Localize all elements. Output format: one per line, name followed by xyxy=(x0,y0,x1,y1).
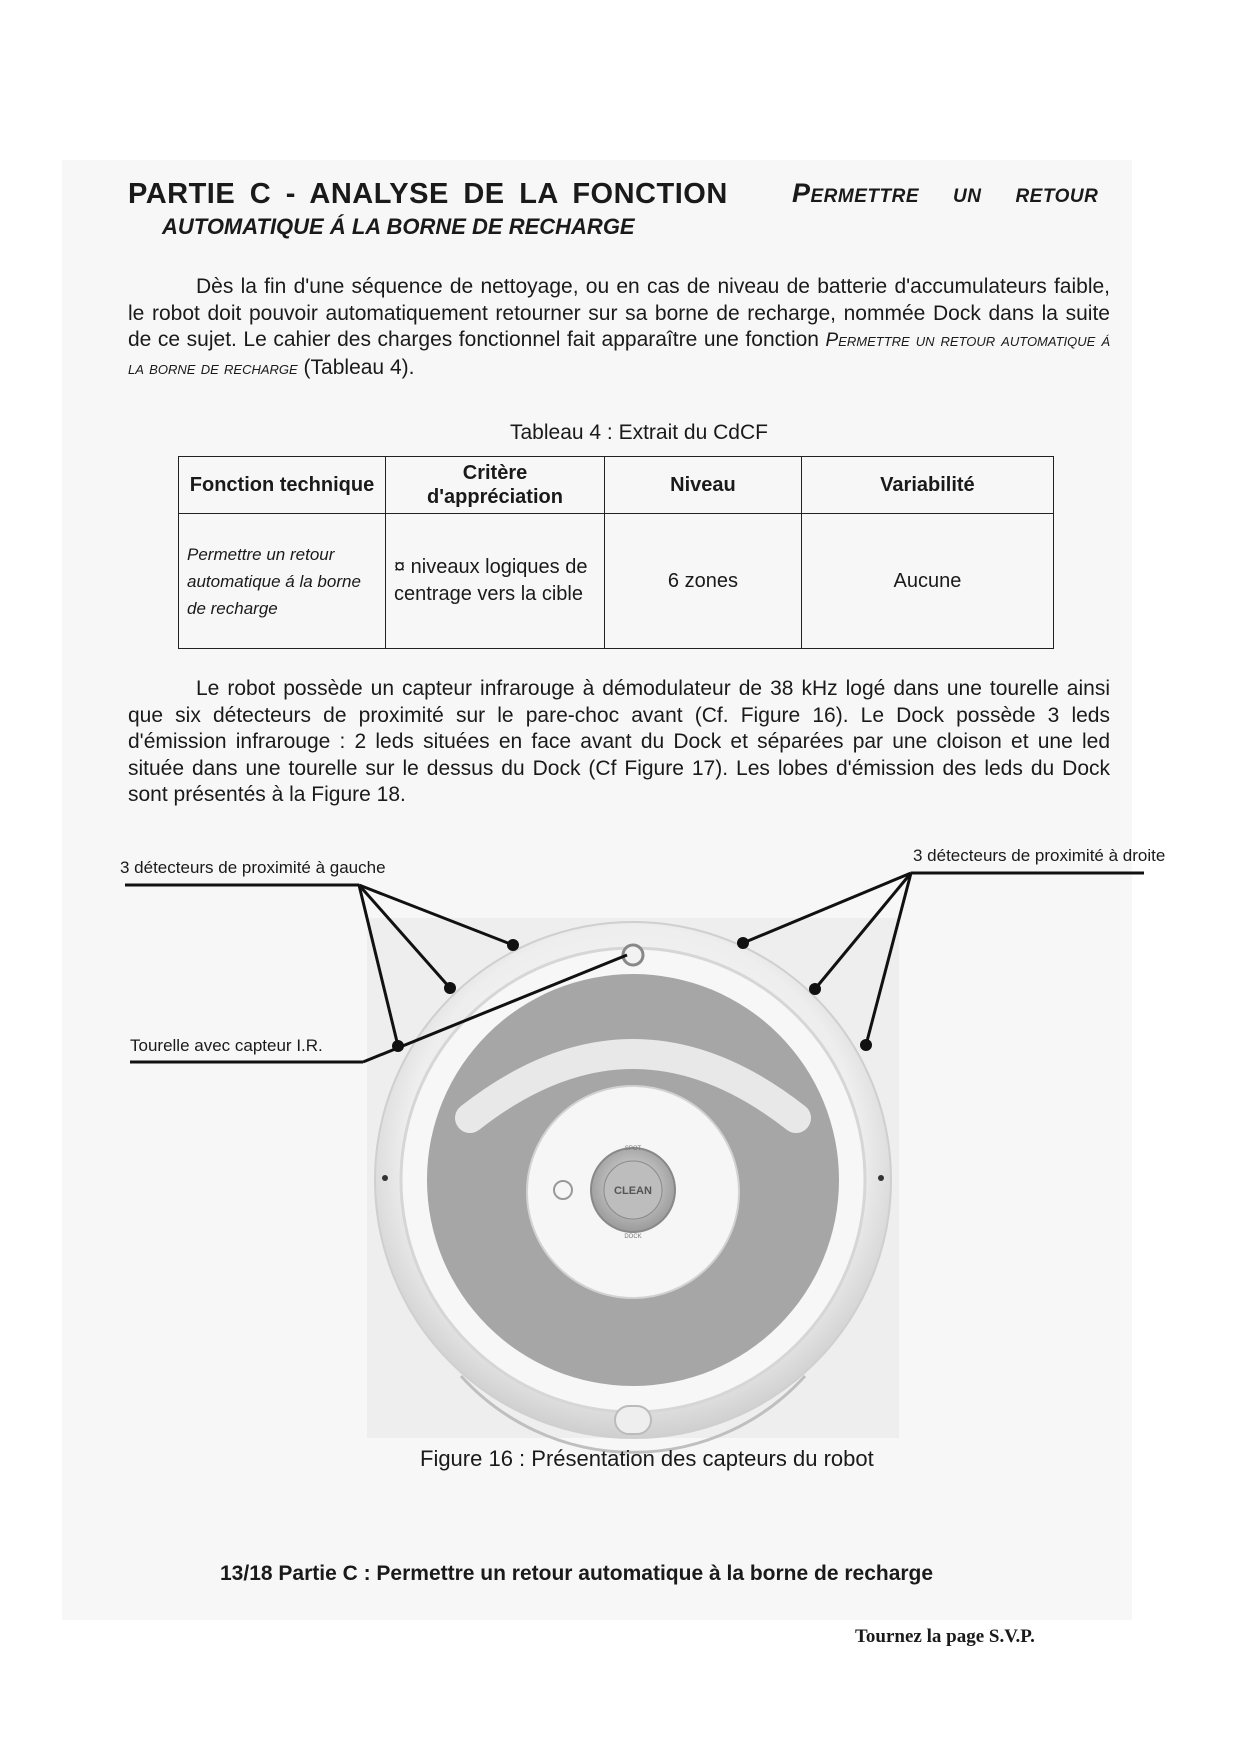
section-title-function: Permettre un retour xyxy=(792,178,1099,208)
label-right-sensors: 3 détecteurs de proximité à droite xyxy=(913,846,1166,865)
proximity-sensor-right-2 xyxy=(809,983,821,995)
label-tourelle: Tourelle avec capteur I.R. xyxy=(130,1036,323,1055)
header-variabilite: Variabilité xyxy=(801,457,1053,514)
intro-text: Dès la fin d'une séquence de nettoyage, ou en cas de niveau de batterie d'accumulateurs faible, le robot doit pouvoir automatiquement retourner sur sa borne de recharge, nommée Dock dans la suite de ce sujet. Le cahier des charges fonctionnel fait apparaître une fonction xyxy=(128,275,1110,351)
caster-wheel xyxy=(615,1406,651,1434)
body-paragraph: Le robot possède un capteur infrarouge à démodulateur de 38 kHz logé dans une tourelle ainsi que six détecteurs de proximité sur le pare-choc avant (Cf. Figure 16). Le Dock possède 3 leds d'émission infrarouge : 2 leds situées en face avant du Dock et séparées par une cloison et une led située dans une tourelle sur le dessus du Dock (Cf Figure 17). Les lobes d'émission des leds du Dock sont présentés à la Figure 18. xyxy=(128,677,1110,806)
header-fonction: Fonction technique xyxy=(179,457,386,514)
figure-caption: Figure 16 : Présentation des capteurs du robot xyxy=(420,1446,874,1471)
bumper-sensor-right xyxy=(878,1175,884,1181)
header-niveau: Niveau xyxy=(605,457,802,514)
spot-button-label: SPOT xyxy=(624,1146,642,1152)
header-critere: Critère d'appréciation xyxy=(386,457,605,514)
cell-fonction: Permettre un retour automatique á la borne de recharge xyxy=(179,514,386,649)
section-subtitle: AUTOMATIQUE Á LA BORNE DE RECHARGE xyxy=(162,214,635,239)
page-footer: 13/18 Partie C : Permettre un retour automatique à la borne de recharge xyxy=(220,1562,934,1585)
proximity-sensor-right-3 xyxy=(860,1039,872,1051)
intro-function-name: Permettre un retour automatique á la borne de recharge xyxy=(128,330,1110,379)
section-title-main: PARTIE C - ANALYSE DE LA FONCTION xyxy=(128,178,728,210)
clean-button-label: CLEAN xyxy=(614,1185,652,1197)
dock-button-label: DOCK xyxy=(624,1234,642,1240)
label-left-sensors: 3 détecteurs de proximité à gauche xyxy=(120,858,386,877)
cell-critere: ¤ niveaux logiques de centrage vers la cible xyxy=(386,514,605,649)
bumper-sensor-left xyxy=(382,1175,388,1181)
proximity-sensor-right-1 xyxy=(737,937,749,949)
turn-page-note: Tournez la page S.V.P. xyxy=(855,1626,1035,1647)
proximity-sensor-left-1 xyxy=(507,939,519,951)
proximity-sensor-left-3 xyxy=(392,1040,404,1052)
proximity-sensor-left-2 xyxy=(444,982,456,994)
intro-text-end: (Tableau 4). xyxy=(297,355,415,379)
cell-niveau: 6 zones xyxy=(605,514,802,649)
table-caption: Tableau 4 : Extrait du CdCF xyxy=(510,421,768,444)
cell-variabilite: Aucune xyxy=(801,514,1053,649)
